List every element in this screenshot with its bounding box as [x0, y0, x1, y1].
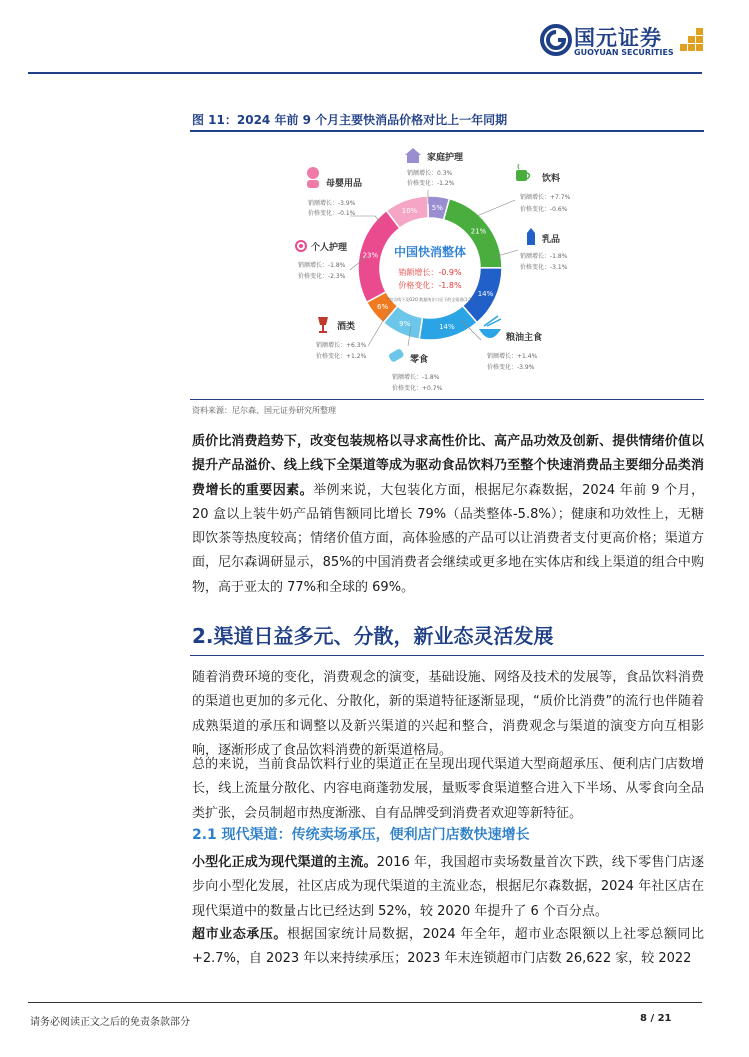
callout-grain-oil-price: 价格变化：-3.9%: [487, 364, 535, 371]
callout-alcohol-sales: 销额增长：+6.3%: [316, 342, 367, 349]
callout-beverages-name: 饮料: [542, 174, 561, 184]
callout-dairy: [520, 228, 568, 271]
candy-icon: [388, 348, 405, 363]
callout-dairy-name: 乳品: [542, 235, 561, 245]
callout-beverages-sales: 销额增长：+7.7%: [520, 194, 571, 201]
logo-gold-squares-icon: [680, 28, 706, 58]
callout-alcohol-price: 价格变化：+1.2%: [316, 353, 367, 360]
chart-center-price-change: 价格变化：-1.8%: [398, 281, 462, 290]
callout-beverages-price: 价格变化：-0.6%: [520, 206, 568, 213]
personal-care-icon: [296, 241, 306, 251]
paragraph-lead-bold: 超市业态承压。: [192, 927, 287, 942]
callout-dairy-sales: 销额增长：-1.8%: [520, 253, 568, 260]
paragraph-channel-features: 总的来说，当前食品饮料行业的渠道正在呈现出现代渠道大型商超承压、便利店门店数增长，线上流量分散化、内容电商蓬勃发展，量贩零食渠道整合进入下半场、从零食向全品类扩张，会员制超市热度渐涨、自有品牌受到消费者欢迎等新特征。: [192, 757, 704, 821]
donut-slice-label-7: 10%: [401, 207, 418, 216]
donut-slice-label-4: 9%: [399, 319, 411, 328]
donut-slice-label-2: 14%: [477, 289, 494, 298]
header-divider: [28, 72, 702, 74]
baby-icon: [307, 167, 319, 188]
callout-baby-price: 价格变化：-0.1%: [308, 210, 356, 217]
footer-disclaimer: 请务必阅读正文之后的免责条款部分: [30, 1017, 190, 1028]
callout-alcohol: [316, 317, 367, 360]
chart-center-sales-growth: 销额增长：-0.9%: [398, 268, 462, 277]
wine-glass-icon: [318, 317, 328, 333]
figure-source: 资料来源：尼尔森、国元证券研究所整理: [192, 406, 336, 415]
figure-title: 图 11：2024 年前 9 个月主要快消品价格对比上一年同期: [192, 113, 508, 127]
footer-divider: [28, 1002, 702, 1003]
paragraph-body: 根据国家统计局数据，2024 年全年，超市业态限额以上社零总额同比+2.7%，自 2023 年以来持续承压；2023 年末连锁超市门店数 26,622 家，较 2022: [192, 927, 704, 967]
callout-grain-oil-sales: 销额增长：+1.4%: [487, 353, 538, 360]
chart-center-note: *包含线下及O2O 数据统计口径下的全渠道(1:1): [387, 297, 473, 302]
donut-slice-label-5: 6%: [377, 302, 389, 311]
company-logo: [540, 20, 710, 62]
noodle-bowl-icon: [479, 316, 501, 338]
callout-personal-care-price: 价格变化：-2.3%: [298, 273, 346, 280]
callout-baby-name: 母婴用品: [326, 179, 363, 189]
paragraph-lead-bold: 质价比消费趋势下，改变包装规格以寻求高性价比、高产品功效及创新、提供情绪价值以提升产品溢价、线上线下全渠道等成为驱动食品饮料乃至整个快速消费品主要细分品类消费增长的重要因素。: [192, 434, 704, 498]
callout-home-care-price: 价格变化：-1.2%: [407, 180, 455, 187]
paragraph-channel-diversification: 随着消费环境的变化，消费观念的演变，基础设施、网络及技术的发展等，食品饮料消费的渠道也更加的多元化、分散化，新的渠道特征逐渐显现，“质价比消费”的流行也伴随着成熟渠道的承压和调整以及新兴渠道的兴起和整合，消费观念与渠道的演变方向互相影响，逐渐形成了食品饮料消费的新渠道格局。: [192, 670, 704, 758]
callout-personal-care: [296, 241, 348, 280]
callout-personal-care-name: 个人护理: [311, 243, 348, 253]
callout-baby-sales: 销额增长：-3.9%: [308, 200, 356, 207]
callout-snacks-name: 零食: [410, 355, 429, 365]
paragraph-body: 举例来说，大包装化方面，根据尼尔森数据，2024 年前 9 个月，20 盒以上装牛奶产品销售额同比增长 79%（品类整体-5.8%）；健康和功效性上，无糖即饮茶等热度较高；情绪价值方面，高体验感的产品可以让消费者支付更高价格；渠道方面，尼尔森调研显示，85%的中国消费者会继续或更多地在实体店和线上渠道的组合中购物，高于亚太的 77%和全球的 69%。: [192, 482, 704, 595]
paragraph-lead-bold: 小型化正成为现代渠道的主流。: [192, 855, 377, 870]
paragraph-miniaturization: [192, 851, 704, 924]
callout-alcohol-name: 酒类: [337, 322, 356, 332]
callout-personal-care-sales: 销额增长：-1.8%: [298, 262, 346, 269]
paragraph-supermarket-pressure: [192, 923, 704, 972]
home-icon: [405, 148, 421, 163]
section-heading: 2.渠道日益多元、分散，新业态灵活发展: [192, 624, 554, 648]
paragraph-price-quality-trend: [192, 430, 704, 600]
subsection-heading: 2.1 现代渠道：传统卖场承压，便利店门店数快速增长: [192, 827, 530, 843]
figure-top-divider: [190, 130, 704, 132]
logo-mark-icon: [540, 24, 572, 56]
section-heading-divider: [190, 655, 704, 656]
callout-snacks-price: 价格变化：+0.7%: [392, 385, 443, 392]
callout-grain-oil: [479, 316, 542, 371]
cup-icon: [516, 164, 530, 181]
callout-home-care-sales: 销额增长：0.3%: [407, 170, 453, 177]
callout-home-care: [405, 148, 464, 187]
callout-baby-products: [307, 167, 362, 217]
callout-grain-oil-name: 粮油主食: [506, 333, 543, 343]
callout-beverages: [516, 164, 571, 213]
callout-snacks-sales: 销额增长：-1.8%: [392, 374, 440, 381]
chart-center-title: 中国快消整体: [393, 245, 467, 259]
logo-name-en: GUOYUAN SECURITIES: [574, 48, 674, 57]
figure-bottom-divider: [190, 399, 704, 400]
callout-snacks: [388, 348, 443, 392]
page-number: 8 / 21: [640, 1013, 672, 1024]
donut-slice-label-1: 21%: [470, 227, 487, 236]
donut-slice-label-6: 23%: [362, 251, 379, 260]
paragraph-body: 2016 年，我国超市卖场数量首次下跌，线下零售门店逐步向小型化发展，社区店成为现代渠道的主流业态，根据尼尔森数据，2024 年社区店在现代渠道中的数量占比已经达到 52%，较 2020 年提升了 6 个百分点。: [192, 855, 704, 919]
donut-slice-label-3: 14%: [439, 323, 455, 332]
logo-name-cn: 国元证券: [574, 26, 662, 50]
donut-chart: [280, 138, 610, 396]
donut-slice-label-0: 5%: [431, 203, 443, 212]
milk-carton-icon: [527, 228, 535, 245]
callout-home-care-name: 家庭护理: [427, 153, 464, 163]
callout-dairy-price: 价格变化：-3.1%: [520, 264, 568, 271]
